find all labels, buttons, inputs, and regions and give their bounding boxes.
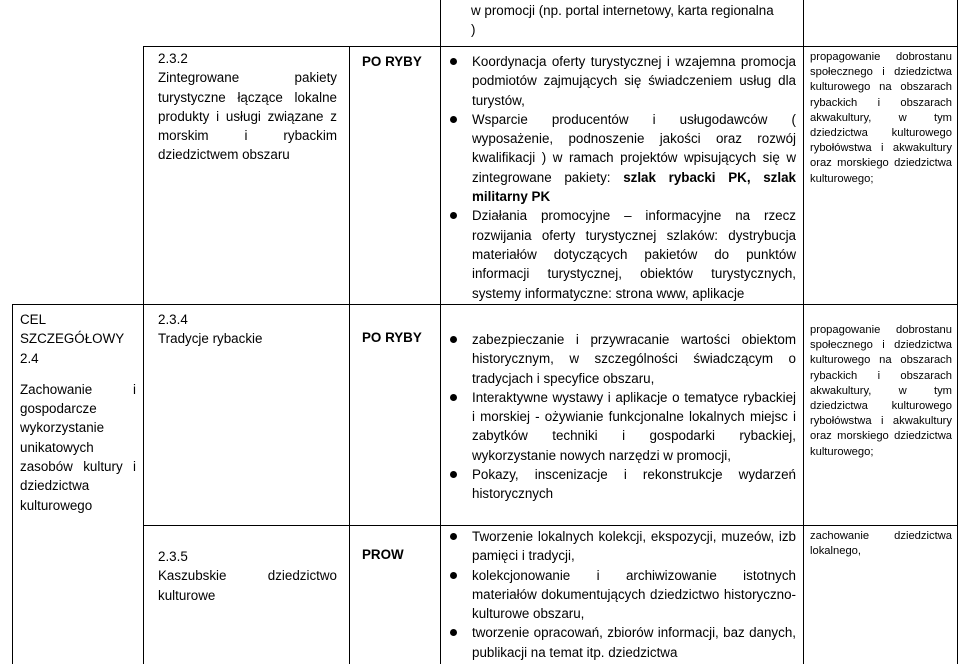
table-border-col1	[143, 46, 144, 664]
row2-code: 2.3.4	[158, 312, 188, 327]
row2-actions	[448, 330, 796, 504]
row1-name: Zintegrowane pakiety turystyczne łączące lokalne produkty i usługi związane z morskim i rybackim dziedzictwem obszaru	[158, 70, 337, 163]
row3-action-3: tworzenie opracowań, zbiorów informacji, baz danych, publikacji na temat itp. dziedzictwa	[448, 623, 796, 662]
row2-code-name	[158, 310, 337, 349]
table-border-col4	[803, 0, 804, 664]
objective-code: 2.4	[20, 350, 39, 366]
row1-goal: propagowanie dobrostanu społecznego i dziedzictwa kulturowego na obszarach rybackich i obszarach akwakultury, w tym dziedzictwa kulturowego rybołówstwa i akwakultury oraz morskiego dziedzictwa kulturowego;	[810, 51, 952, 185]
row1-code: 2.3.2	[158, 51, 188, 66]
row1-axis: PO RYBY	[362, 54, 422, 69]
table-border-col3	[440, 0, 441, 664]
row3-axis: PROW	[362, 547, 404, 562]
row1-action-2-bold: szlak rybacki PK, szlak militarny PK	[472, 169, 796, 205]
row3-goal: zachowanie dziedzictwa lokalnego,	[810, 530, 952, 558]
table-border-row1	[12, 304, 958, 305]
row1-code-name	[158, 49, 337, 165]
top-partial-line-2: )	[471, 22, 476, 38]
row3-code-name	[158, 547, 337, 605]
top-partial-line-1: w promocji (np. portal internetowy, karta regionalna	[471, 3, 774, 18]
table-border-col2	[349, 46, 350, 664]
table-border-left	[12, 304, 13, 664]
row2-axis: PO RYBY	[362, 330, 422, 345]
row2-objective	[20, 310, 136, 515]
table-border-row2	[143, 525, 958, 526]
row3-actions	[448, 527, 796, 662]
row2-action-2: Interaktywne wystawy i aplikacje o tematyce rybackiej i morskiej - ożywianie funkcjonalne lokalnych miejsc i zabytków techniki i gospodarki rybackiej, wykorzystanie nowych narzędzi w promocji,	[448, 388, 796, 465]
row1-action-3: Działania promocyjne – informacyjne na rzecz rozwijania oferty turystycznej szlaków: dystrybucja materiałów dotyczących pakietów do punktów informacji turystycznej, obiektów turystycznych, systemy informatyczne: strona www, aplikacje	[448, 206, 796, 302]
table-border-row0	[143, 46, 958, 47]
objective-label: CEL SZCZEGÓŁOWY	[20, 312, 125, 347]
row1-action-2-text: Wsparcie producentów i usługodawców ( wyposażenie, podnoszenie jakości oraz rozwój kwalifikacji ) w ramach projektów wpisujących się w zintegrowane pakiety:	[472, 111, 796, 185]
row3-action-1: Tworzenie lokalnych kolekcji, ekspozycji, muzeów, izb pamięci i tradycji,	[448, 527, 796, 566]
row2-action-3: Pokazy, inscenizacje i rekonstrukcje wydarzeń historycznych	[448, 465, 796, 504]
row3-name: Kaszubskie dziedzictwo kulturowe	[158, 568, 337, 603]
top-partial-text	[471, 1, 801, 40]
table-border-right	[957, 0, 958, 664]
row2-goal: propagowanie dobrostanu społecznego i dziedzictwa kulturowego na obszarach rybackich i obszarach akwakultury, w tym dziedzictwa kulturowego rybołówstwa i akwakultury oraz morskiego dziedzictwa kulturowego;	[810, 324, 952, 458]
row3-action-2: kolekcjonowanie i archiwizowanie istotnych materiałów dokumentujących dziedzictwo historyczno-kulturowe obszaru,	[448, 566, 796, 624]
row2-action-1: zabezpieczanie i przywracanie wartości obiektom historycznym, w szczególności świadczącym o tradycjach i specyfice obszaru,	[448, 330, 796, 388]
row1-action-2	[448, 110, 796, 206]
row1-action-1: Koordynacja oferty turystycznej i wzajemna promocja podmiotów zajmujących się świadczeniem usług dla turystów,	[448, 52, 796, 110]
row1-actions	[448, 52, 796, 303]
objective-text: Zachowanie i gospodarcze wykorzystanie unikatowych zasobów kultury i dziedzictwa kulturowego	[20, 381, 136, 513]
row2-name: Tradycje rybackie	[158, 331, 263, 347]
row3-code: 2.3.5	[158, 549, 188, 564]
